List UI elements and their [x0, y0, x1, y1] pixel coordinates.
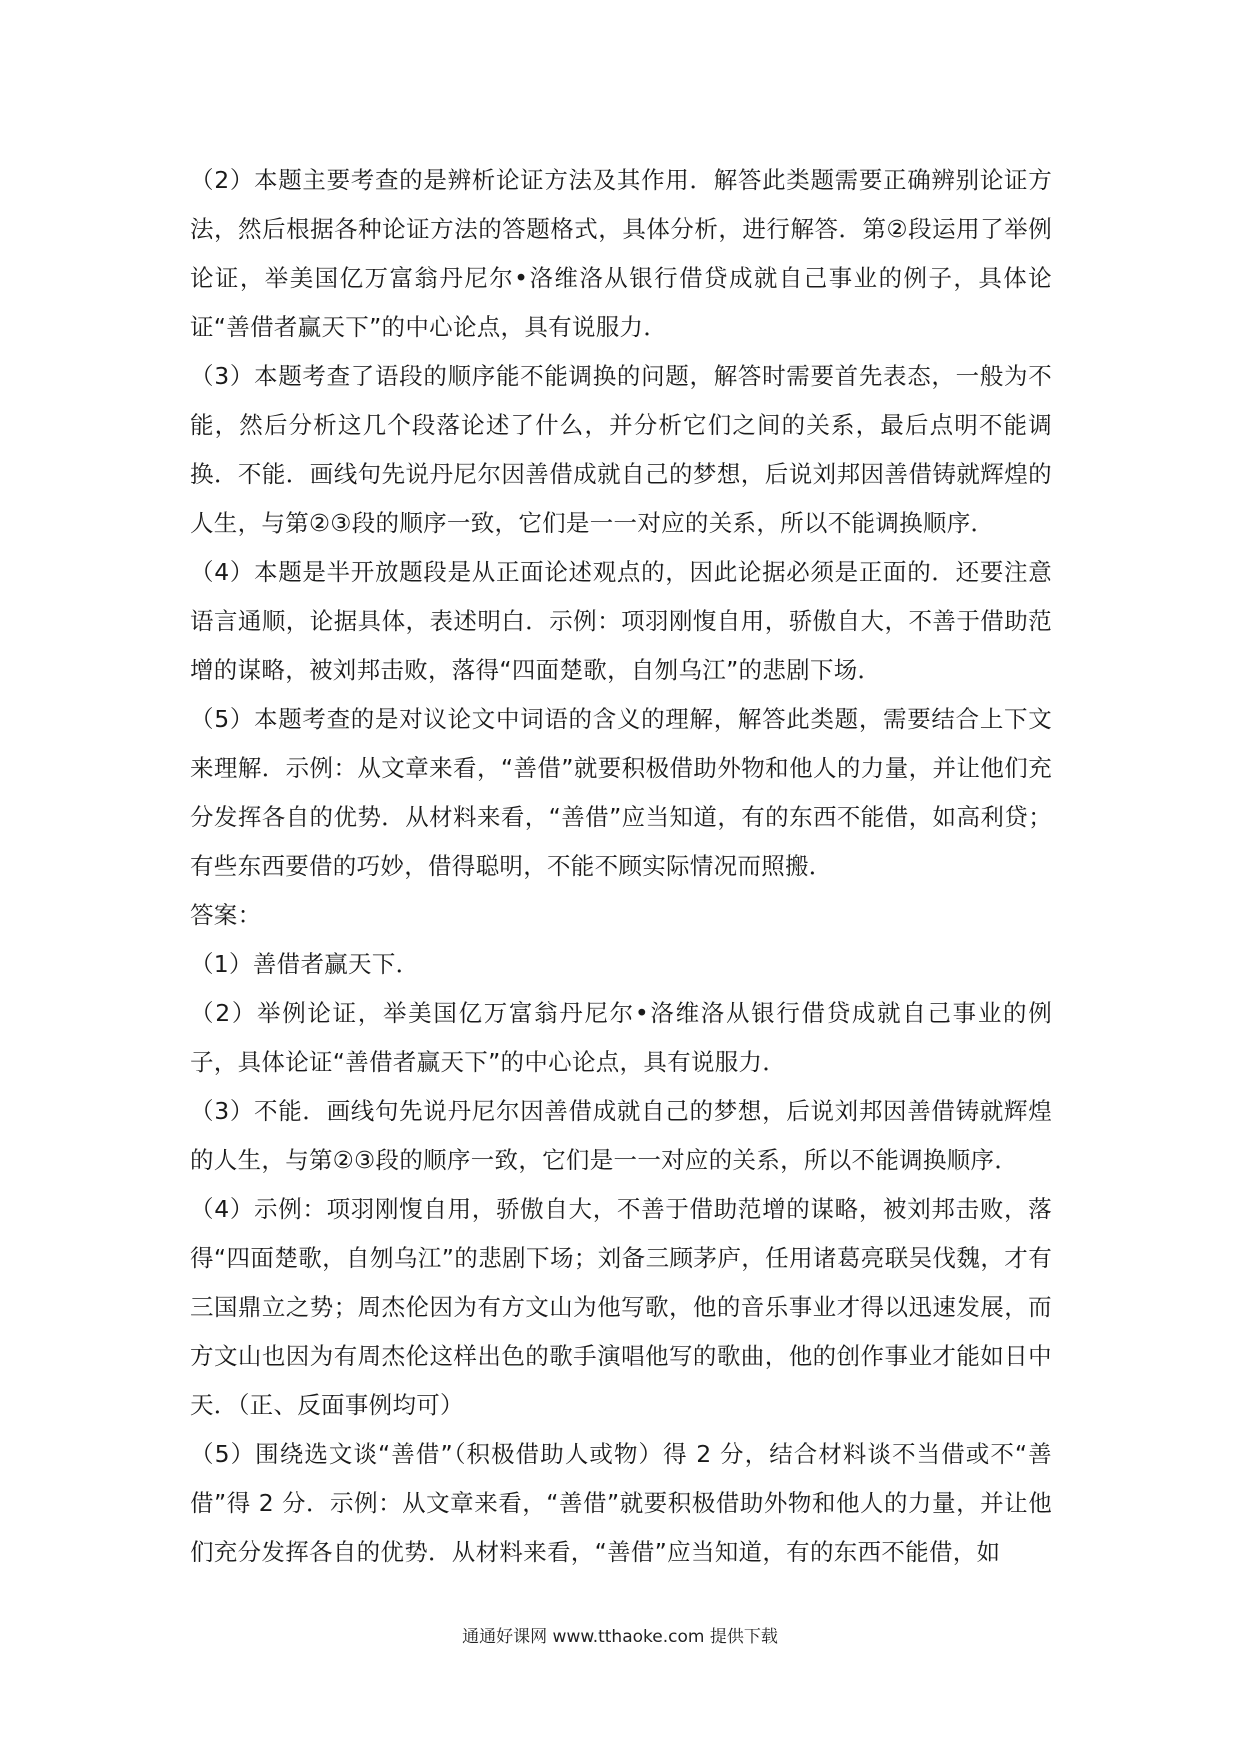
answer-1: （1）善借者赢天下． [190, 950, 420, 978]
answer-2: （2）举例论证，举美国亿万富翁丹尼尔•洛维洛从银行借贷成就自己事业的例子，具体论证“善借者赢天下”的中心论点，具有说服力． [190, 999, 1052, 1076]
analysis-paragraph-3: （3）本题考查了语段的顺序能不能调换的问题，解答时需要首先表态，一般为不能，然后分析这几个段落论述了什么，并分析它们之间的关系，最后点明不能调换．不能．画线句先说丹尼尔因善借成就自己的梦想，后说刘邦因善借铸就辉煌的人生，与第②③段的顺序一致，它们是一一对应的关系，所以不能调换顺序． [190, 362, 1052, 537]
analysis-paragraph-5: （5）本题考查的是对议论文中词语的含义的理解，解答此类题，需要结合上下文来理解．示例：从文章来看，“善借”就要积极借助外物和他人的力量，并让他们充分发挥各自的优势．从材料来看，“善借”应当知道，有的东西不能借，如高利贷；有些东西要借的巧妙，借得聪明，不能不顾实际情况而照搬． [190, 705, 1052, 880]
page-footer: 通通好课网 www.tthaoke.com 提供下载 [462, 1627, 778, 1647]
answer-5: （5）围绕选文谈“善借”（积极借助人或物）得 2 分，结合材料谈不当借或不“善借”得 2 分．示例：从文章来看，“善借”就要积极借助外物和他人的力量，并让他们充分发挥各自的优势．从材料来看，“善借”应当知道，有的东西不能借，如 [190, 1440, 1052, 1566]
answer-3: （3）不能．画线句先说丹尼尔因善借成就自己的梦想，后说刘邦因善借铸就辉煌的人生，与第②③段的顺序一致，它们是一一对应的关系，所以不能调换顺序． [190, 1097, 1052, 1174]
analysis-paragraph-4: （4）本题是半开放题段是从正面论述观点的，因此论据必须是正面的．还要注意语言通顺，论据具体，表述明白．示例：项羽刚愎自用，骄傲自大，不善于借助范增的谋略，被刘邦击败，落得“四面楚歌，自刎乌江”的悲剧下场． [190, 558, 1052, 684]
analysis-paragraph-2: （2）本题主要考查的是辨析论证方法及其作用．解答此类题需要正确辨别论证方法，然后根据各种论证方法的答题格式，具体分析，进行解答．第②段运用了举例论证，举美国亿万富翁丹尼尔•洛维洛从银行借贷成就自己事业的例子，具体论证“善借者赢天下”的中心论点，具有说服力． [190, 166, 1052, 341]
document-body [190, 156, 1052, 1577]
answer-4: （4）示例：项羽刚愎自用，骄傲自大，不善于借助范增的谋略，被刘邦击败，落得“四面楚歌，自刎乌江”的悲剧下场；刘备三顾茅庐，任用诸葛亮联吴伐魏，才有三国鼎立之势；周杰伦因为有方文山为他写歌，他的音乐事业才得以迅速发展，而方文山也因为有周杰伦这样出色的歌手演唱他写的歌曲，他的创作事业才能如日中天．（正、反面事例均可） [190, 1195, 1052, 1419]
answer-heading: 答案： [190, 901, 262, 929]
